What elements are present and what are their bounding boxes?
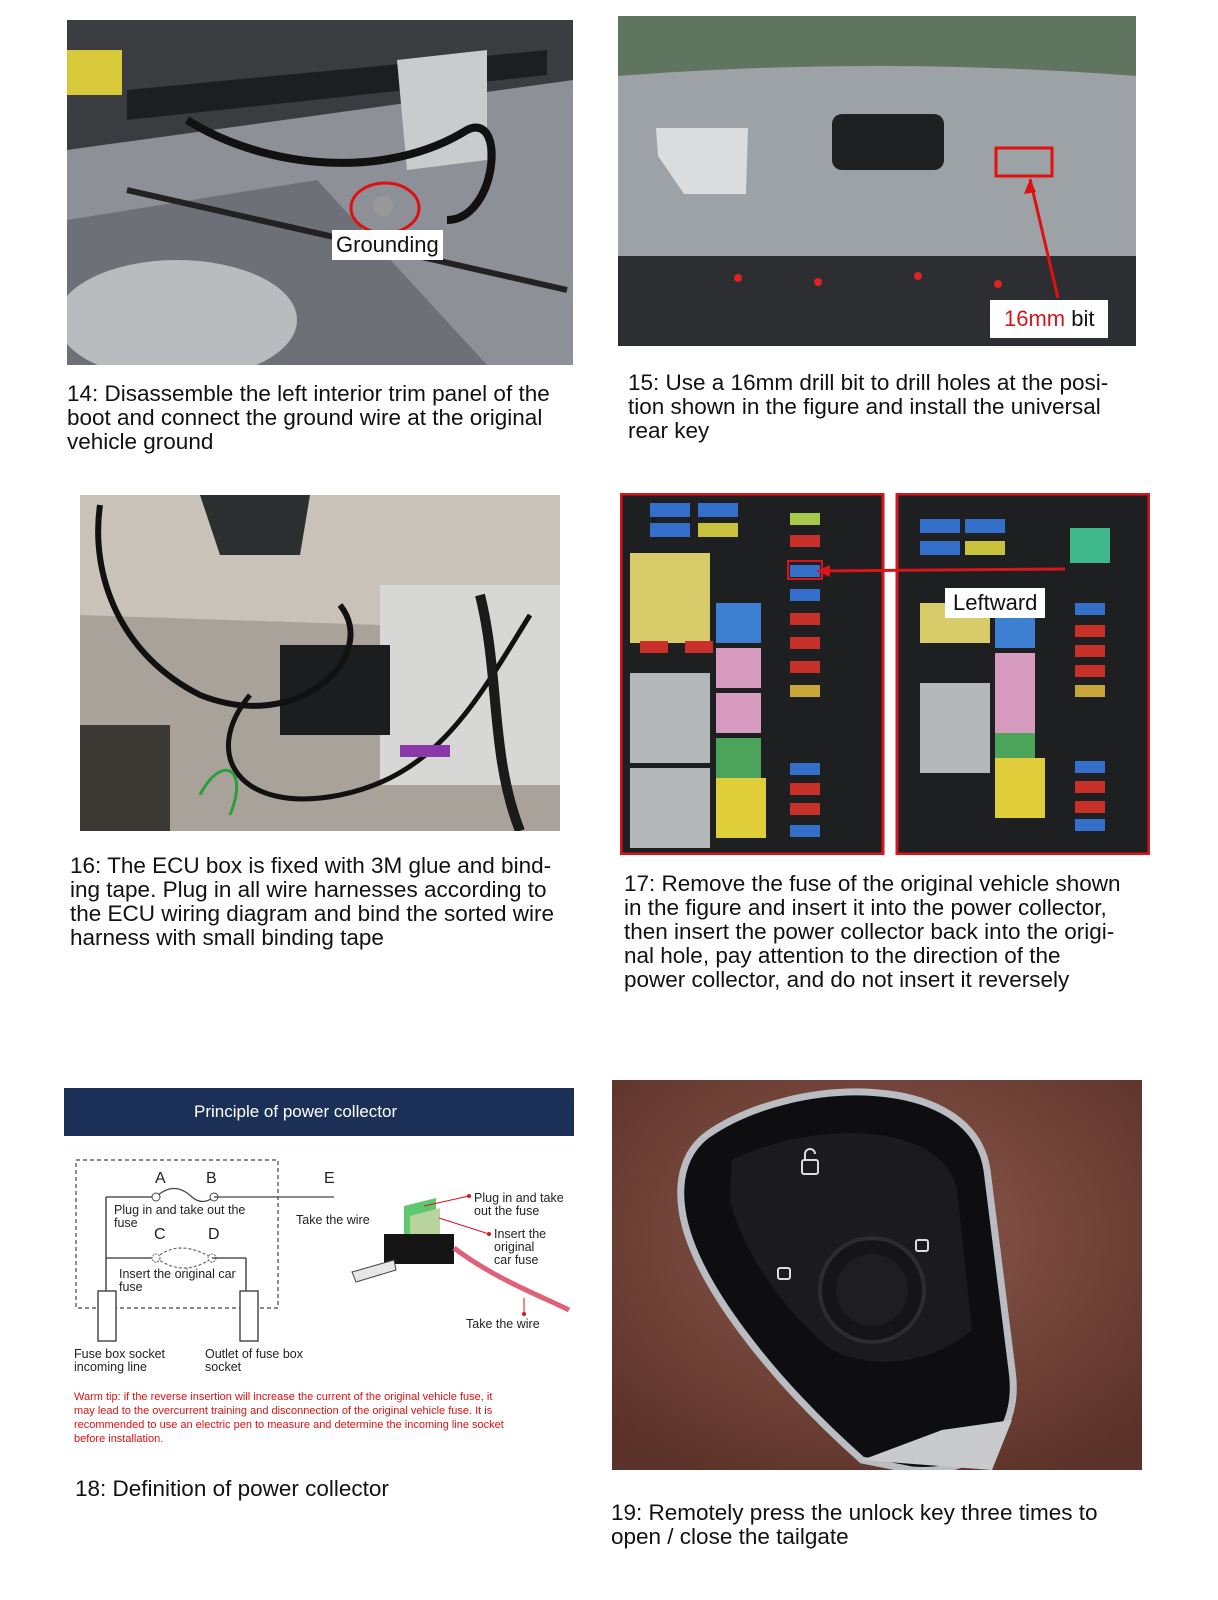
step-19-caption bbox=[611, 1501, 1097, 1549]
label-line: Insert the original car bbox=[119, 1267, 236, 1281]
caption-line: 17: Remove the fuse of the original vehicle shown bbox=[624, 871, 1121, 896]
step-18-caption: 18: Definition of power collector bbox=[75, 1476, 389, 1501]
tailgate-photo bbox=[618, 16, 1136, 346]
key-fob-illustration bbox=[612, 1080, 1142, 1470]
step-16-caption bbox=[70, 854, 554, 950]
step-15-caption bbox=[628, 371, 1108, 443]
warn-line: may lead to the overcurrent training and disconnection of the original vehicle fuse. It is bbox=[74, 1405, 493, 1417]
label-line: socket bbox=[205, 1360, 242, 1374]
caption-line: 19: Remotely press the unlock key three times to bbox=[611, 1500, 1098, 1525]
caption-line: open / close the tailgate bbox=[611, 1524, 849, 1549]
point-e-label: E bbox=[324, 1170, 335, 1187]
insert-original-left-label bbox=[119, 1268, 236, 1294]
label-line: car fuse bbox=[494, 1253, 539, 1267]
caption-line: 15: Use a 16mm drill bit to drill holes at the posi- bbox=[628, 370, 1109, 395]
point-c-label: C bbox=[154, 1226, 166, 1243]
caption-line: then insert the power collector back into the origi- bbox=[624, 919, 1115, 944]
plug-take-out-left-label bbox=[114, 1204, 245, 1230]
label-line: incoming line bbox=[74, 1360, 147, 1374]
ecu-wiring-illustration bbox=[80, 495, 560, 831]
point-a-label: A bbox=[155, 1170, 166, 1187]
caption-line: ing tape. Plug in all wire harnesses according to bbox=[70, 877, 547, 902]
caption-line: power collector, and do not insert it reversely bbox=[624, 967, 1070, 992]
warn-line: before installation. bbox=[74, 1433, 164, 1445]
step-14-caption bbox=[67, 382, 550, 454]
warm-tip-text bbox=[74, 1390, 574, 1446]
diagram-title: Principle of power collector bbox=[64, 1088, 574, 1136]
caption-line: the ECU wiring diagram and bind the sorted wire bbox=[70, 901, 554, 926]
fuse-box-incoming-label bbox=[74, 1348, 165, 1374]
caption-line: boot and connect the ground wire at the original bbox=[67, 405, 543, 430]
warn-line: recommended to use an electric pen to measure and determine the incoming line socket bbox=[74, 1419, 504, 1431]
label-line: Outlet of fuse box bbox=[205, 1347, 303, 1361]
grounding-label: Grounding bbox=[332, 230, 443, 260]
take-wire-bottom-label: Take the wire bbox=[466, 1317, 540, 1331]
caption-line: vehicle ground bbox=[67, 429, 214, 454]
key-fob-photo bbox=[612, 1080, 1142, 1470]
caption-line: in the figure and insert it into the power collector, bbox=[624, 895, 1107, 920]
label-line: Fuse box socket bbox=[74, 1347, 166, 1361]
drill-bit-text: bit bbox=[1065, 306, 1095, 331]
label-line: Insert the original bbox=[494, 1227, 547, 1254]
ecu-box-photo bbox=[80, 495, 560, 831]
label-line: Plug in and take bbox=[474, 1191, 564, 1205]
caption-line: tion shown in the figure and install the universal bbox=[628, 394, 1101, 419]
caption-line: 14: Disassemble the left interior trim panel of the bbox=[67, 381, 550, 406]
label-line: fuse bbox=[119, 1280, 143, 1294]
fuse-box-photo bbox=[620, 493, 1150, 855]
label-line: out the fuse bbox=[474, 1204, 540, 1218]
tailgate-illustration bbox=[618, 16, 1136, 346]
point-d-label: D bbox=[208, 1226, 220, 1243]
caption-line: 16: The ECU box is fixed with 3M glue and bind- bbox=[70, 853, 552, 878]
power-collector-diagram bbox=[64, 1088, 574, 1468]
caption-line: harness with small binding tape bbox=[70, 925, 384, 950]
take-wire-mid-label: Take the wire bbox=[296, 1213, 370, 1227]
caption-line: rear key bbox=[628, 418, 710, 443]
fuse-box-outlet-label bbox=[205, 1348, 303, 1374]
boot-trim-photo bbox=[67, 20, 573, 365]
drill-bit-label bbox=[990, 300, 1108, 338]
fuse-box-illustration bbox=[620, 493, 1150, 855]
point-b-label: B bbox=[206, 1170, 217, 1187]
drill-size-text: 16mm bbox=[1004, 306, 1066, 331]
leftward-label: Leftward bbox=[945, 588, 1045, 618]
plug-take-out-right-label bbox=[474, 1192, 564, 1218]
boot-trim-illustration bbox=[67, 20, 573, 365]
caption-line: nal hole, pay attention to the direction of the bbox=[624, 943, 1061, 968]
step-17-caption bbox=[624, 872, 1121, 992]
label-line: fuse bbox=[114, 1216, 138, 1230]
warn-line: Warm tip: if the reverse insertion will increase the current of the original vehicle fuse, it bbox=[74, 1391, 493, 1403]
insert-original-right-label bbox=[494, 1228, 574, 1267]
label-line: Plug in and take out the bbox=[114, 1203, 246, 1217]
